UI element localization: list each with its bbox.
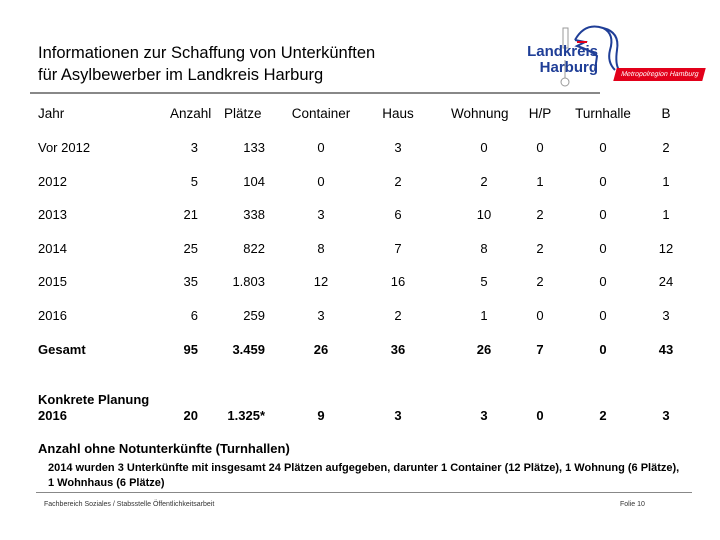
table-cell: 1 bbox=[536, 174, 544, 189]
divider bbox=[30, 92, 600, 94]
table-cell: 0 bbox=[480, 140, 488, 155]
row-label: 2012 bbox=[38, 174, 67, 189]
row-label: 2015 bbox=[38, 274, 67, 289]
title-line-1: Informationen zur Schaffung von Unterkünften bbox=[38, 44, 376, 62]
table-cell: 8 bbox=[480, 241, 488, 256]
table-row bbox=[0, 308, 720, 328]
table-row bbox=[0, 174, 720, 194]
table-cell: 3 bbox=[662, 308, 670, 323]
table-cell: 0 bbox=[599, 308, 607, 323]
row-label: Vor 2012 bbox=[38, 140, 91, 155]
table-cell: 0 bbox=[317, 174, 325, 189]
table-cell: 7 bbox=[394, 241, 402, 256]
table-cell: 3.459 bbox=[232, 342, 265, 357]
table-cell: 36 bbox=[390, 342, 406, 357]
table-cell: 1.325* bbox=[227, 408, 265, 423]
table-cell: 0 bbox=[536, 140, 544, 155]
row-label: 2013 bbox=[38, 207, 67, 222]
table-cell: 2 bbox=[480, 174, 488, 189]
note-detail: 2014 wurden 3 Unterkünfte mit insgesamt 24 Plätzen aufgegeben, darunter 1 Container (12 Plätze), 1 Wohnung (6 Plätze), 1 Wohnhaus (6 Plätze) bbox=[48, 462, 680, 489]
table-row bbox=[0, 392, 720, 428]
table-cell: 0 bbox=[599, 174, 607, 189]
table-cell: 259 bbox=[243, 308, 265, 323]
table-cell: 26 bbox=[476, 342, 492, 357]
table-row bbox=[0, 207, 720, 227]
table-cell: 5 bbox=[190, 174, 198, 189]
table-cell: 9 bbox=[317, 408, 325, 423]
landkreis-harburg-logo bbox=[515, 20, 700, 90]
table-cell: 26 bbox=[313, 342, 329, 357]
table-cell: 1 bbox=[662, 207, 670, 222]
table-cell: 3 bbox=[394, 408, 402, 423]
row-label: 2016 bbox=[38, 308, 67, 323]
table-cell: 8 bbox=[317, 241, 325, 256]
table-cell: 0 bbox=[536, 308, 544, 323]
table-cell: 12 bbox=[658, 241, 674, 256]
table-cell: 2 bbox=[536, 207, 544, 222]
table-cell: 6 bbox=[394, 207, 402, 222]
table-row bbox=[0, 274, 720, 294]
header-container: Container bbox=[291, 106, 351, 121]
header-wohnung: Wohnung bbox=[451, 106, 509, 121]
table-cell: 1 bbox=[480, 308, 488, 323]
table-cell: 2 bbox=[394, 174, 402, 189]
table-cell: 43 bbox=[658, 342, 674, 357]
header-b: B bbox=[661, 106, 671, 121]
table-cell: 2 bbox=[536, 274, 544, 289]
table-cell: 104 bbox=[243, 174, 265, 189]
table-row bbox=[0, 342, 720, 362]
table-cell: 20 bbox=[183, 408, 198, 423]
header-plaetze: Plätze bbox=[224, 106, 262, 121]
header-turnhalle: Turnhalle bbox=[575, 106, 631, 121]
table-cell: 3 bbox=[317, 207, 325, 222]
logo-text: Landkreis Harburg bbox=[527, 43, 598, 76]
row-label: Gesamt bbox=[38, 342, 86, 357]
table-cell: 0 bbox=[599, 241, 607, 256]
table-cell: 21 bbox=[183, 207, 198, 222]
table-cell: 2 bbox=[394, 308, 402, 323]
table-cell: 7 bbox=[536, 342, 544, 357]
table-cell: 0 bbox=[536, 408, 544, 423]
row-label: 2014 bbox=[38, 241, 67, 256]
row-label: Konkrete Planung 2016 bbox=[38, 392, 150, 423]
table-cell: 0 bbox=[317, 140, 325, 155]
table-cell: 338 bbox=[243, 207, 265, 222]
table-cell: 35 bbox=[183, 274, 198, 289]
table-cell: 0 bbox=[599, 207, 607, 222]
header-jahr: Jahr bbox=[38, 106, 65, 121]
table-cell: 3 bbox=[480, 408, 488, 423]
table-cell: 25 bbox=[183, 241, 198, 256]
header-hp: H/P bbox=[528, 106, 552, 121]
table-cell: 24 bbox=[658, 274, 674, 289]
table-cell: 0 bbox=[599, 274, 607, 289]
note-main: Anzahl ohne Notunterkünfte (Turnhallen) bbox=[38, 441, 290, 456]
table-cell: 10 bbox=[476, 207, 492, 222]
table-cell: 2 bbox=[662, 140, 670, 155]
header-haus: Haus bbox=[382, 106, 414, 121]
header-anzahl: Anzahl bbox=[170, 106, 212, 121]
footer-slide-number: Folie 10 bbox=[620, 501, 645, 508]
logo-tagline: Metropolregion Hamburg bbox=[613, 68, 706, 81]
table-cell: 6 bbox=[190, 308, 198, 323]
table-cell: 1 bbox=[662, 174, 670, 189]
table-cell: 3 bbox=[662, 408, 670, 423]
table-cell: 16 bbox=[390, 274, 406, 289]
table-cell: 95 bbox=[183, 342, 198, 357]
table-row bbox=[0, 241, 720, 261]
table-row bbox=[0, 140, 720, 160]
footer-department: Fachbereich Soziales / Stabsstelle Öffentlichkeitsarbeit bbox=[44, 501, 215, 508]
slide-title bbox=[38, 42, 375, 86]
table-cell: 5 bbox=[480, 274, 488, 289]
table-cell: 3 bbox=[190, 140, 198, 155]
table-header bbox=[0, 106, 720, 126]
table-cell: 1.803 bbox=[232, 274, 265, 289]
table-cell: 0 bbox=[599, 140, 607, 155]
table-cell: 2 bbox=[536, 241, 544, 256]
table-cell: 2 bbox=[599, 408, 607, 423]
table-cell: 822 bbox=[243, 241, 265, 256]
table-cell: 133 bbox=[243, 140, 265, 155]
table-cell: 0 bbox=[599, 342, 607, 357]
table-cell: 3 bbox=[317, 308, 325, 323]
table-cell: 3 bbox=[394, 140, 402, 155]
divider bbox=[36, 492, 692, 493]
table-cell: 12 bbox=[313, 274, 329, 289]
title-line-2: für Asylbewerber im Landkreis Harburg bbox=[38, 66, 324, 84]
